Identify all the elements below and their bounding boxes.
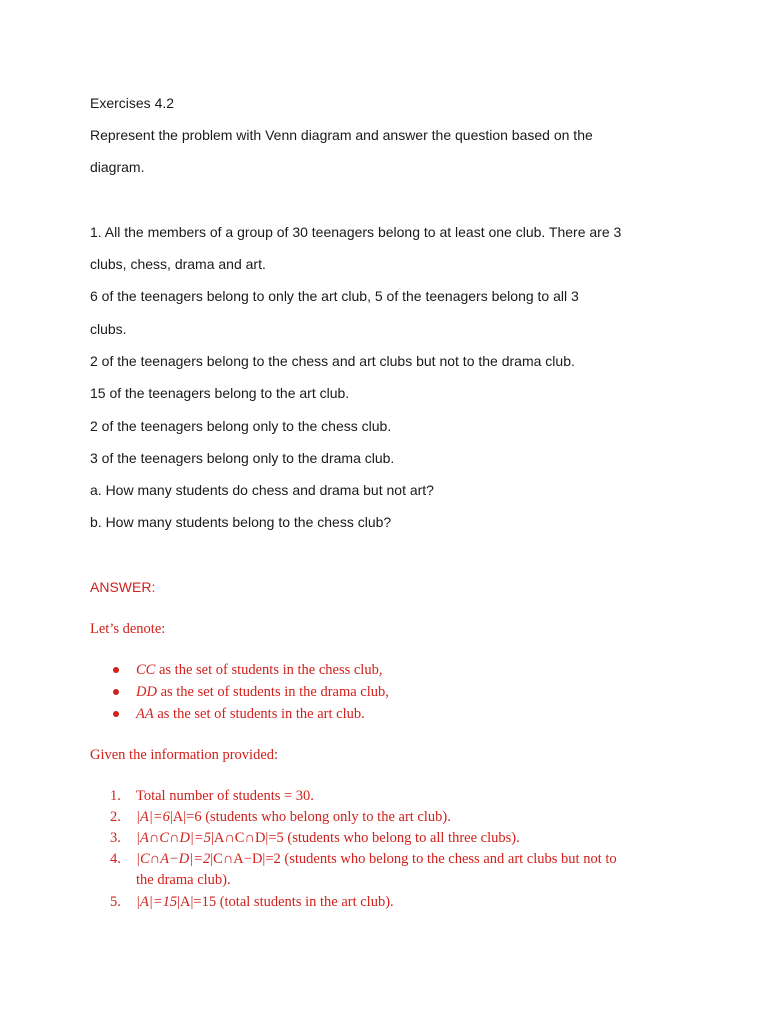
item-number: 2. bbox=[110, 809, 121, 825]
definition-text: as the set of students in the drama club, bbox=[156, 684, 389, 700]
problem-line: 1. All the members of a group of 30 teenagers belong to at least one club. There are 3 bbox=[90, 224, 622, 240]
problem-line: 2 of the teenagers belong only to the chess club. bbox=[90, 418, 392, 434]
answer-heading: ANSWER: bbox=[90, 579, 156, 595]
item-formula: |A∩C∩D|=5 bbox=[136, 830, 211, 846]
item-number: 4. bbox=[110, 851, 121, 867]
question-b: b. How many students belong to the chess club? bbox=[90, 514, 392, 530]
item-number: 5. bbox=[110, 894, 121, 910]
item-text-wrap bbox=[136, 808, 451, 826]
item-text: Total number of students = 30. bbox=[136, 788, 314, 804]
problem-line: clubs. bbox=[90, 321, 127, 337]
definition-text: as the set of students in the chess club, bbox=[155, 662, 383, 678]
symbol-art: AA bbox=[136, 706, 154, 722]
problem-line: 2 of the teenagers belong to the chess and art clubs but not to the drama club. bbox=[90, 353, 575, 369]
definition-chess bbox=[136, 661, 382, 679]
item-formula: |A|=15 bbox=[136, 894, 178, 910]
question-a: a. How many students do chess and drama but not art? bbox=[90, 482, 434, 498]
item-number: 1. bbox=[110, 788, 121, 804]
instruction-line-1: Represent the problem with Venn diagram and answer the question based on the bbox=[90, 127, 593, 143]
item-text-wrap bbox=[136, 893, 394, 911]
given-intro: Given the information provided: bbox=[90, 747, 279, 763]
definition-text: as the set of students in the art club. bbox=[153, 706, 365, 722]
item-text: |A∩C∩D|=5 (students who belong to all three clubs). bbox=[210, 830, 520, 846]
item-text-wrap bbox=[136, 829, 520, 847]
item-text: |A|=6 (students who belong only to the art club). bbox=[169, 809, 451, 825]
item-text-wrap bbox=[136, 850, 617, 868]
denote-intro: Let’s denote: bbox=[90, 621, 166, 637]
definition-art bbox=[136, 705, 365, 723]
problem-line: 15 of the teenagers belong to the art club. bbox=[90, 385, 350, 401]
definition-drama bbox=[136, 683, 389, 701]
problem-line: clubs, chess, drama and art. bbox=[90, 256, 266, 272]
symbol-chess: CC bbox=[136, 662, 156, 678]
symbol-drama: DD bbox=[136, 684, 157, 700]
item-number: 3. bbox=[110, 830, 121, 846]
problem-line: 6 of the teenagers belong to only the art club, 5 of the teenagers belong to all 3 bbox=[90, 288, 579, 304]
bullet-icon bbox=[113, 689, 119, 695]
problem-line: 3 of the teenagers belong only to the drama club. bbox=[90, 450, 395, 466]
item-text: |A|=15 (total students in the art club). bbox=[177, 894, 394, 910]
item-formula: |C∩A−D|=2 bbox=[136, 851, 211, 867]
bullet-icon bbox=[113, 711, 119, 717]
exercise-title: Exercises 4.2 bbox=[90, 95, 175, 111]
item-text: the drama club). bbox=[136, 872, 231, 888]
bullet-icon bbox=[113, 667, 119, 673]
instruction-line-2: diagram. bbox=[90, 159, 145, 175]
item-formula: |A|=6 bbox=[136, 809, 170, 825]
item-text: |C∩A−D|=2 (students who belong to the chess and art clubs but not to bbox=[210, 851, 617, 867]
